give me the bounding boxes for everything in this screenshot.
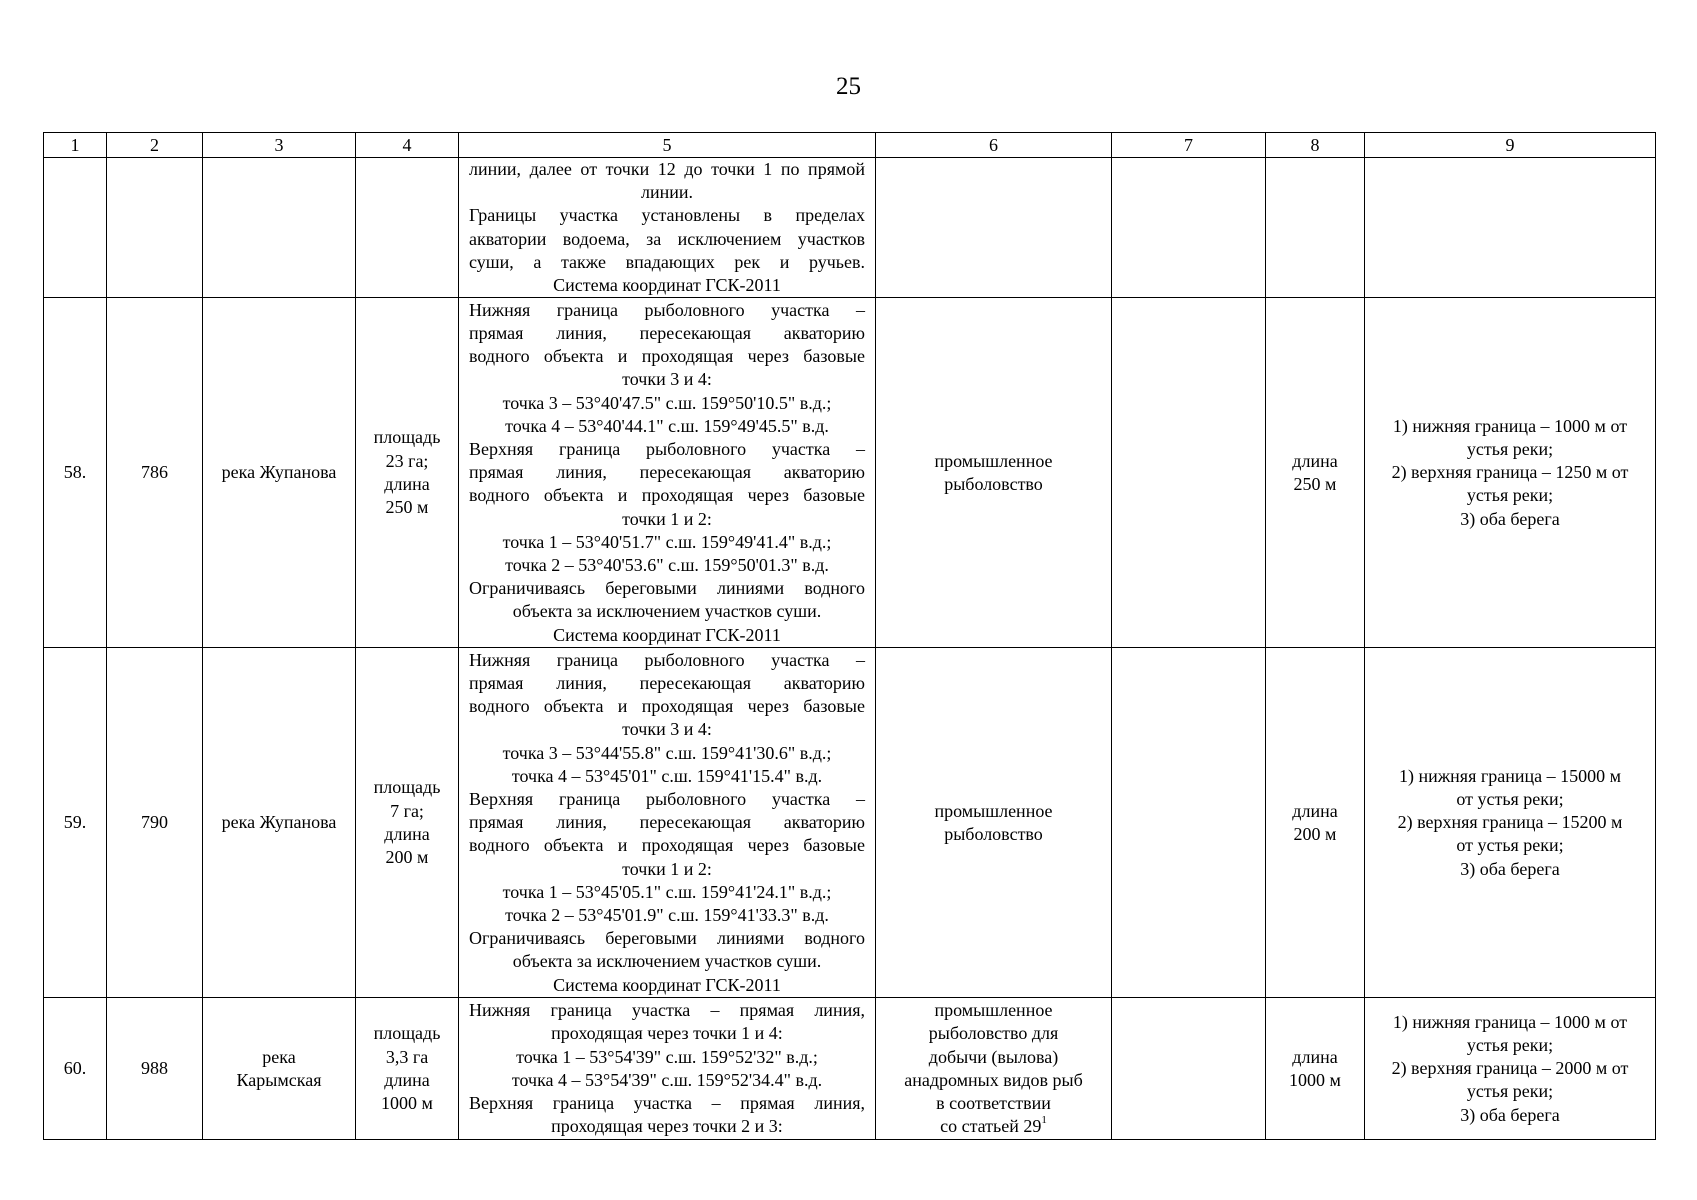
- cell-purpose: [876, 158, 1112, 298]
- column-header: 6: [876, 133, 1112, 158]
- text-line: Нижняя граница рыболовного участка –: [469, 649, 865, 670]
- text-line: точка 1 – 53°40'51.7" с.ш. 159°49'41.4" в.д.;: [502, 531, 832, 552]
- text-line: длина: [1292, 1046, 1338, 1067]
- cell-number: [44, 158, 107, 298]
- cell-code: 790: [107, 648, 203, 998]
- text-line: линии, далее от точки 12 до точки 1 по прямой: [469, 159, 865, 179]
- text-line: Верхняя граница рыболовного участка –: [469, 438, 865, 459]
- text-line: промышленное: [934, 1000, 1053, 1021]
- text-line: река Жупанова: [221, 462, 337, 483]
- text-line: точка 4 – 53°45'01" с.ш. 159°41'15.4" в.д.: [511, 765, 823, 786]
- text-line: устья реки;: [1466, 438, 1554, 459]
- text-line: от устья реки;: [1456, 835, 1564, 856]
- cell-number: 59.: [44, 648, 107, 998]
- cell-number: 58.: [44, 298, 107, 648]
- continuation-row: [44, 158, 1656, 298]
- text-line: 200 м: [385, 846, 429, 867]
- text-line: 250 м: [385, 496, 429, 517]
- text-line: водного объекта и проходящая через базовые: [469, 835, 865, 856]
- text-line: 2) верхняя граница – 1250 м от: [1391, 462, 1629, 483]
- column-header: 4: [356, 133, 459, 158]
- text-line: рыболовство для: [928, 1023, 1059, 1044]
- text-line: длина: [384, 473, 430, 494]
- column-header: 2: [107, 133, 203, 158]
- column-header: 8: [1266, 133, 1365, 158]
- text-line: река Жупанова: [221, 812, 337, 833]
- text-line: площадь: [373, 427, 441, 448]
- cell-number: 60.: [44, 998, 107, 1140]
- text-line: Верхняя граница участка – прямая линия,: [469, 1092, 865, 1113]
- text-line: 1) нижняя граница – 1000 м от: [1392, 1011, 1628, 1032]
- text-line: объекта за исключением участков суши.: [512, 951, 822, 972]
- footnote-superscript: 1: [1041, 1114, 1047, 1127]
- text-line: точка 4 – 53°54'39" с.ш. 159°52'34.4" в.д.: [511, 1069, 823, 1090]
- text-line: точка 4 – 53°40'44.1" с.ш. 159°49'45.5" в.д.: [505, 415, 829, 436]
- text-line: длина: [384, 1069, 430, 1090]
- cell-boundary-description: [459, 158, 876, 298]
- text-line: точка 3 – 53°44'55.8" с.ш. 159°41'30.6" в.д.;: [502, 742, 832, 763]
- text-line: длина: [384, 823, 430, 844]
- page-number: 25: [836, 73, 861, 100]
- text-line: река: [262, 1046, 296, 1067]
- text-line: 3,3 га: [385, 1046, 429, 1067]
- text-line: рыболовство: [944, 823, 1043, 844]
- table-row: [44, 648, 1656, 998]
- column-header: 3: [203, 133, 356, 158]
- cell-notes: [1365, 158, 1656, 298]
- text-line: точки 1 и 2:: [622, 858, 712, 879]
- cell-boundary-description: [459, 998, 876, 1140]
- column-header: 1: [44, 133, 107, 158]
- cell-col7: [1112, 648, 1266, 998]
- text-line: водного объекта и проходящая через базовые: [469, 485, 865, 506]
- text-line: прямая линия, пересекающая акваторию: [469, 322, 865, 343]
- cell-length: [1266, 998, 1365, 1140]
- text-line: точка 1 – 53°45'05.1" с.ш. 159°41'24.1" в.д.;: [502, 881, 832, 902]
- table-row: [44, 998, 1656, 1140]
- text-line: Границы участка установлены в пределах: [469, 205, 865, 226]
- cell-code: 988: [107, 998, 203, 1140]
- text-line: Нижняя граница участка – прямая линия,: [469, 1000, 865, 1021]
- cell-purpose: [876, 298, 1112, 648]
- cell-notes: [1365, 298, 1656, 648]
- text-line: проходящая через точки 1 и 4:: [551, 1023, 783, 1044]
- text-line: прямая линия, пересекающая акваторию: [469, 812, 865, 833]
- cell-code: [107, 158, 203, 298]
- text-line: точка 2 – 53°45'01.9" с.ш. 159°41'33.3" в.д.: [505, 904, 829, 925]
- cell-size: [356, 998, 459, 1140]
- cell-col7: [1112, 298, 1266, 648]
- text-line: прямая линия, пересекающая акваторию: [469, 672, 865, 693]
- text-line: 23 га;: [385, 450, 429, 471]
- cell-code: 786: [107, 298, 203, 648]
- cell-name: [203, 158, 356, 298]
- text-line: 3) оба берега: [1460, 858, 1560, 879]
- text-line: 7 га;: [390, 800, 424, 821]
- text-line: 2) верхняя граница – 15200 м: [1397, 812, 1623, 833]
- text-line: устья реки;: [1466, 1081, 1554, 1102]
- text-line: 1) нижняя граница – 15000 м: [1398, 765, 1622, 786]
- cell-name: [203, 298, 356, 648]
- cell-name: [203, 998, 356, 1140]
- cell-length: [1266, 158, 1365, 298]
- column-header: 7: [1112, 133, 1266, 158]
- cell-length: [1266, 648, 1365, 998]
- text-line: 1000 м: [381, 1092, 433, 1113]
- text-line: со статьей 29: [940, 1116, 1042, 1137]
- cell-name: [203, 648, 356, 998]
- text-line: Система координат ГСК-2011: [553, 275, 781, 296]
- fishing-areas-table: [43, 132, 1656, 1140]
- text-line: точка 3 – 53°40'47.5" с.ш. 159°50'10.5" в.д.;: [502, 392, 832, 413]
- text-line: Нижняя граница рыболовного участка –: [469, 299, 865, 320]
- text-line: в соответствии: [936, 1092, 1051, 1113]
- text-line: Система координат ГСК-2011: [553, 974, 781, 995]
- text-line: длина: [1292, 800, 1338, 821]
- text-line: суши, а также впадающих рек и ручьев.: [469, 251, 865, 272]
- cell-purpose: [876, 998, 1112, 1140]
- text-line: 3) оба берега: [1460, 508, 1560, 529]
- text-line: Карымская: [236, 1069, 322, 1090]
- text-line: Ограничиваясь береговыми линиями водного: [469, 928, 865, 949]
- cell-notes: [1365, 998, 1656, 1140]
- text-line: 250 м: [1293, 473, 1337, 494]
- text-line: Ограничиваясь береговыми линиями водного: [469, 578, 865, 599]
- cell-size: [356, 298, 459, 648]
- text-line: точка 2 – 53°40'53.6" с.ш. 159°50'01.3" в.д.: [505, 554, 829, 575]
- text-line: от устья реки;: [1456, 788, 1564, 809]
- table-row: [44, 298, 1656, 648]
- text-line: объекта за исключением участков суши.: [512, 601, 822, 622]
- text-line: площадь: [373, 1023, 441, 1044]
- text-line: площадь: [373, 777, 441, 798]
- text-line: устья реки;: [1466, 485, 1554, 506]
- column-header: 5: [459, 133, 876, 158]
- cell-boundary-description: [459, 298, 876, 648]
- text-line: точки 1 и 2:: [622, 508, 712, 529]
- text-line: рыболовство: [944, 473, 1043, 494]
- text-line: водного объекта и проходящая через базовые: [469, 346, 865, 367]
- cell-col7: [1112, 158, 1266, 298]
- text-line: промышленное: [934, 800, 1053, 821]
- text-line: анадромных видов рыб: [904, 1069, 1083, 1090]
- text-line: водного объекта и проходящая через базовые: [469, 696, 865, 717]
- text-line: 200 м: [1293, 823, 1337, 844]
- text-line: проходящая через точки 2 и 3:: [551, 1116, 783, 1137]
- cell-length: [1266, 298, 1365, 648]
- text-line: 1000 м: [1289, 1069, 1341, 1090]
- text-line: Верхняя граница рыболовного участка –: [469, 788, 865, 809]
- text-line: прямая линия, пересекающая акваторию: [469, 462, 865, 483]
- text-line: 2) верхняя граница – 2000 м от: [1391, 1058, 1629, 1079]
- text-line: линии.: [640, 182, 693, 203]
- cell-boundary-description: [459, 648, 876, 998]
- cell-size: [356, 158, 459, 298]
- text-line: устья реки;: [1466, 1034, 1554, 1055]
- cell-size: [356, 648, 459, 998]
- text-line: точка 1 – 53°54'39" с.ш. 159°52'32" в.д.;: [516, 1046, 818, 1067]
- cell-notes: [1365, 648, 1656, 998]
- text-line: длина: [1292, 450, 1338, 471]
- text-line: 3) оба берега: [1460, 1104, 1560, 1125]
- text-line: 1) нижняя граница – 1000 м от: [1392, 415, 1628, 436]
- cell-col7: [1112, 998, 1266, 1140]
- text-line: точки 3 и 4:: [622, 719, 712, 740]
- text-line: Система координат ГСК-2011: [553, 624, 781, 645]
- column-header: 9: [1365, 133, 1656, 158]
- column-number-row: [44, 133, 1656, 158]
- text-line: акватории водоема, за исключением участков: [469, 228, 865, 249]
- text-line: точки 3 и 4:: [622, 369, 712, 390]
- cell-purpose: [876, 648, 1112, 998]
- text-line: промышленное: [934, 450, 1053, 471]
- text-line: добычи (вылова): [928, 1046, 1059, 1067]
